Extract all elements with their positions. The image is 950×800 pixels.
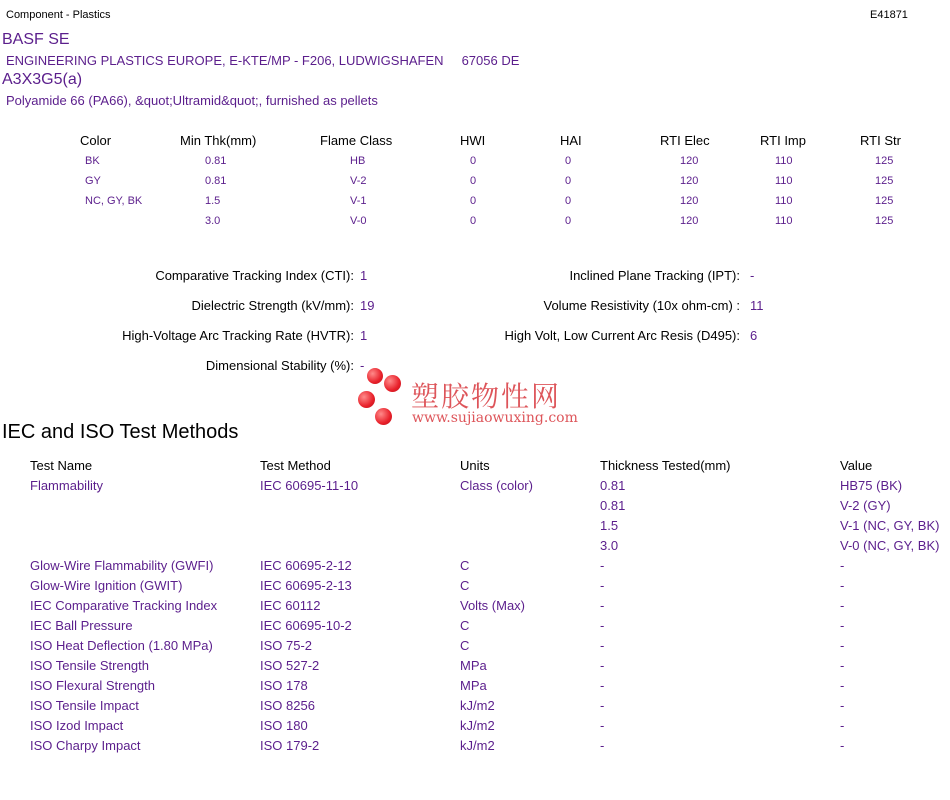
rating-cell: 120 [680,155,699,167]
ipt-label: Inclined Plane Tracking (IPT): [569,268,740,283]
test-cell: - [600,678,605,693]
test-cell: - [840,718,845,733]
product-description: Polyamide 66 (PA66), &quot;Ultramid&quot;, furnished as pellets [6,93,378,108]
test-cell: - [840,598,845,613]
test-cell: - [600,658,605,673]
dielectric-strength-value: 19 [360,298,375,313]
rating-cell: 0 [470,175,477,187]
test-cell: ISO 8256 [260,698,315,713]
test-cell: IEC 60695-2-12 [260,558,352,573]
rating-cell: HB [350,155,366,167]
rating-cell: 0 [565,175,572,187]
col-header-units: Units [460,458,490,473]
test-cell: - [840,618,845,633]
test-cell: 1.5 [600,518,619,533]
rating-cell: 0 [470,215,477,227]
category-label: Component - Plastics [6,9,111,21]
rating-cell: 125 [875,155,894,167]
test-cell: IEC 60695-2-13 [260,578,352,593]
company-name: BASF SE [2,31,70,48]
test-cell: ISO 178 [260,678,308,693]
rating-cell: 1.5 [205,195,221,207]
col-header-rti-elec: RTI Elec [660,133,710,148]
test-cell: C [460,578,470,593]
test-cell: - [600,618,605,633]
col-header-thickness: Thickness Tested(mm) [600,458,731,473]
test-cell: 3.0 [600,538,619,553]
test-cell: - [840,558,845,573]
watermark-dot-icon [367,368,383,384]
hvtr-label: High-Voltage Arc Tracking Rate (HVTR): [122,328,354,343]
watermark-logo [356,367,596,429]
rating-cell: 125 [875,215,894,227]
col-header-test-method: Test Method [260,458,331,473]
rating-cell: V-0 [350,215,367,227]
section-title: IEC and ISO Test Methods [2,421,239,443]
volume-resistivity-value: 11 [750,298,764,313]
test-cell: ISO 180 [260,718,308,733]
test-cell: IEC 60112 [260,598,321,613]
test-cell: ISO 179-2 [260,738,320,753]
col-header-rti-imp: RTI Imp [760,133,806,148]
col-header-hwi: HWI [460,133,486,148]
test-cell: kJ/m2 [460,698,495,713]
col-header-test-name: Test Name [30,458,93,473]
test-cell: C [460,618,470,633]
test-cell: - [600,718,605,733]
test-cell: Class (color) [460,478,533,493]
rating-cell: 0 [565,215,572,227]
watermark-dot-icon [358,391,375,408]
test-cell: kJ/m2 [460,718,495,733]
test-cell: ISO Flexural Strength [30,678,155,693]
test-cell: IEC Ball Pressure [30,618,133,633]
test-cell: - [600,738,605,753]
rating-cell: NC, GY, BK [85,195,143,207]
rating-cell: 0 [470,195,477,207]
cti-value: 1 [360,268,368,283]
rating-cell: 125 [875,195,894,207]
dielectric-strength-label: Dielectric Strength (kV/mm): [191,298,354,313]
rating-cell: BK [85,155,100,167]
rating-cell: 120 [680,175,699,187]
test-cell: Volts (Max) [460,598,526,613]
d495-label: High Volt, Low Current Arc Resis (D495): [504,328,740,343]
test-cell: ISO Tensile Impact [30,698,139,713]
test-cell: IEC 60695-10-2 [260,618,352,633]
rating-cell: 110 [775,155,793,167]
volume-resistivity-label: Volume Resistivity (10x ohm-cm) : [543,298,740,313]
test-cell: MPa [460,658,487,673]
col-header-value: Value [840,458,873,473]
test-cell: ISO 75-2 [260,638,313,653]
cti-label: Comparative Tracking Index (CTI): [155,268,354,283]
test-cell: kJ/m2 [460,738,495,753]
rating-cell: V-1 [350,195,367,207]
test-cell: Glow-Wire Ignition (GWIT) [30,578,183,593]
rating-cell: 110 [775,175,793,187]
hvtr-value: 1 [360,328,368,343]
test-cell: - [840,658,845,673]
col-header-flame-class: Flame Class [320,133,393,148]
col-header-hai: HAI [560,133,582,148]
watermark-url: www.sujiaowuxing.com [412,410,578,426]
product-grade: A3X3G5(a) [2,71,83,88]
test-cell: 0.81 [600,478,626,493]
test-cell: - [840,698,845,713]
dimensional-stability-label: Dimensional Stability (%): [205,358,354,373]
rating-cell: 0.81 [205,155,227,167]
test-cell: V-0 (NC, GY, BK) [840,538,940,553]
rating-cell: 110 [775,195,793,207]
test-cell: - [600,698,605,713]
watermark-chinese-text: 塑胶物性网 [411,380,562,413]
test-cell: V-1 (NC, GY, BK) [840,518,940,533]
test-cell: IEC Comparative Tracking Index [30,598,218,613]
test-cell: C [460,638,470,653]
test-cell: - [600,598,605,613]
test-cell: MPa [460,678,487,693]
ipt-value: - [750,268,755,283]
rating-cell: 3.0 [205,215,221,227]
test-cell: ISO Heat Deflection (1.80 MPa) [30,638,213,653]
test-cell: V-2 (GY) [840,498,891,513]
test-cell: 0.81 [600,498,626,513]
test-cell: Glow-Wire Flammability (GWFI) [30,558,214,573]
rating-cell: 0 [470,155,477,167]
col-header-min-thk: Min Thk(mm) [180,133,257,148]
test-cell: - [600,578,605,593]
test-cell: - [840,738,845,753]
test-cell: Flammability [30,478,103,493]
rating-cell: 0.81 [205,175,227,187]
test-cell: HB75 (BK) [840,478,903,493]
rating-cell: 110 [775,215,793,227]
rating-cell: 120 [680,215,699,227]
test-cell: - [840,678,845,693]
test-cell: ISO Izod Impact [30,718,124,733]
rating-cell: 125 [875,175,894,187]
company-address: ENGINEERING PLASTICS EUROPE, E-KTE/MP - F206, LUDWIGSHAFEN 67056 DE [6,53,520,68]
rating-cell: 0 [565,155,572,167]
test-cell: - [600,638,605,653]
col-header-rti-str: RTI Str [860,133,901,148]
test-cell: C [460,558,470,573]
test-cell: ISO Tensile Strength [30,658,149,673]
watermark-dot-icon [375,408,392,425]
test-cell: - [840,578,845,593]
test-cell: - [840,638,845,653]
test-cell: ISO 527-2 [260,658,320,673]
rating-cell: 120 [680,195,699,207]
test-cell: IEC 60695-11-10 [260,478,359,493]
watermark-dot-icon [384,375,401,392]
dimensional-stability-value: - [360,358,365,373]
rating-cell: 0 [565,195,572,207]
test-cell: - [600,558,605,573]
rating-cell: GY [85,175,101,187]
test-cell: ISO Charpy Impact [30,738,141,753]
d495-value: 6 [750,328,758,343]
col-header-color: Color [80,133,112,148]
rating-cell: V-2 [350,175,367,187]
file-number: E41871 [870,9,908,21]
